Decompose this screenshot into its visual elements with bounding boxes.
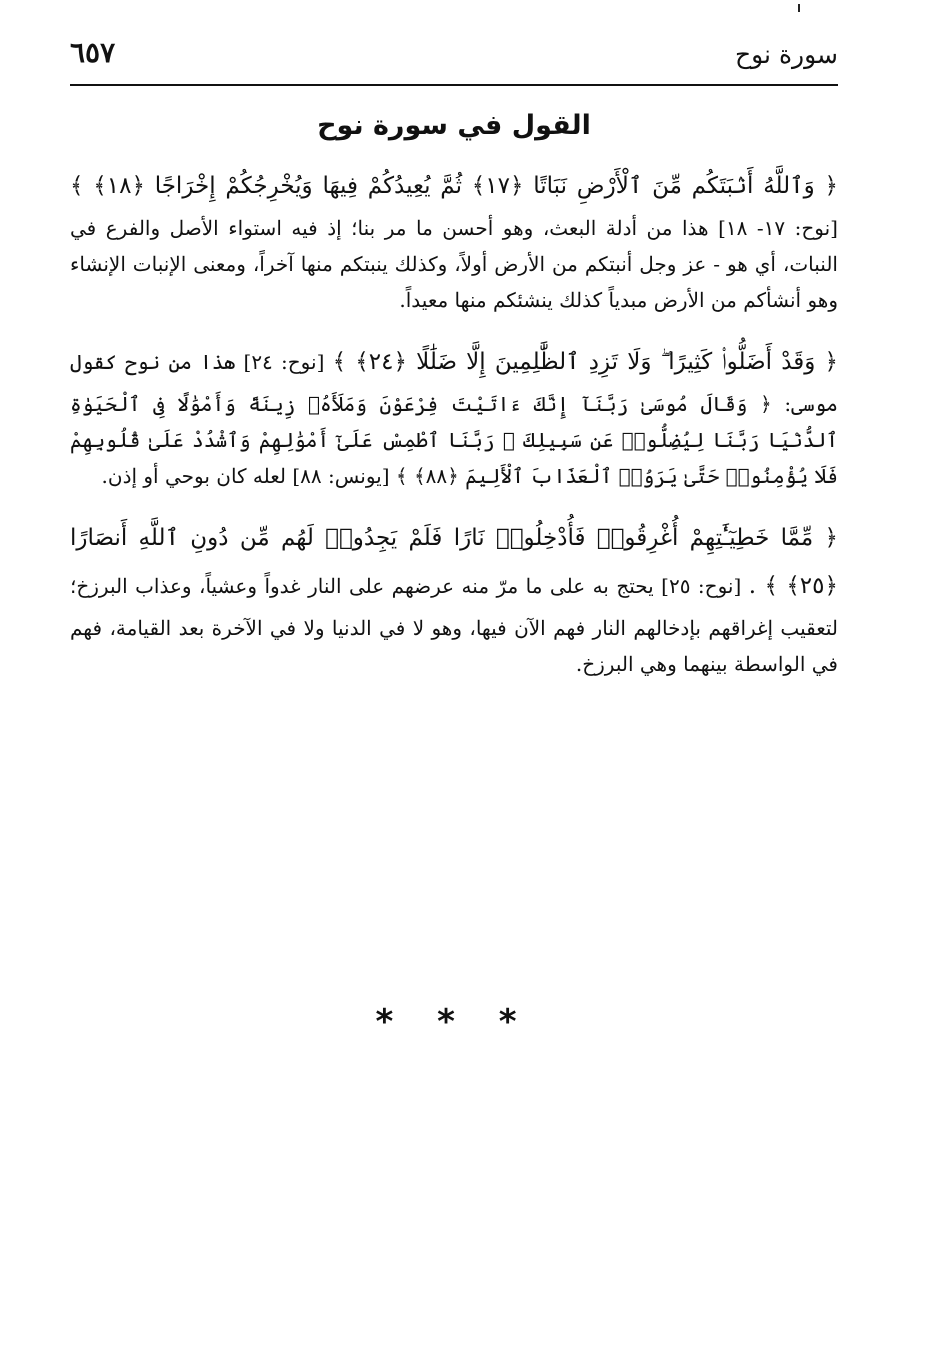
quran-verse: ﴿ مِّمَّا خَطِيٓـَٰٔتِهِمْ أُغْرِقُوا۟ فَأُدْخِلُوا۟ نَارًا فَلَمْ يَجِدُوا۟ لَهُم مِّن دُونِ ٱللَّهِ أَنصَارًا ﴿٢٥﴾ ﴾ . — [70, 525, 838, 599]
paragraph-3 — [70, 514, 838, 682]
quran-verse: ﴿ وَٱللَّهُ أَنۢبَتَكُم مِّنَ ٱلْأَرْضِ نَبَاتًا ﴿١٧﴾ ثُمَّ يُعِيدُكُمْ فِيهَا وَيُخْرِجُكُمْ إِخْرَاجًا ﴿١٨﴾ ﴾ — [70, 173, 838, 199]
header-rule — [70, 84, 838, 86]
surah-name: سورة نوح — [735, 40, 838, 69]
commentary-body — [70, 162, 838, 702]
quran-verse: ﴿ وَقَدْ أَضَلُّوا۟ كَثِيرًا ۖ وَلَا تَزِدِ ٱلظَّٰلِمِينَ إِلَّا ضَلَٰلًا ﴿٢٤﴾ ﴾ — [332, 349, 839, 375]
section-divider: * * * — [375, 1002, 533, 1042]
commentary-text: [نوح: ٢٤] هذا من نوح كقول موسى: ﴿ وَقَالَ مُوسَىٰ رَبَّنَآ إِنَّكَ ءَاتَيْتَ فِرْعَوْنَ وَمَلَأَهُۥ زِينَةً وَأَمْوَٰلًا فِى ٱلْحَيَوٰةِ ٱلدُّنْيَا رَبَّنَا لِيُضِلُّوا۟ عَن سَبِيلِكَ ۖ رَبَّنَا ٱطْمِسْ عَلَىٰٓ أَمْوَٰلِهِمْ وَٱشْدُدْ عَلَىٰ قُلُوبِهِمْ فَلَا يُؤْمِنُوا۟ حَتَّىٰ يَرَوُا۟ ٱلْعَذَابَ ٱلْأَلِيمَ ﴿٨٨﴾ ﴾ [يونس: ٨٨] لعله كان بوحي أو إذن. — [70, 350, 838, 488]
page-edge-mark — [798, 4, 800, 12]
page-number: ٦٥٧ — [70, 36, 116, 69]
chapter-title: القول في سورة نوح — [317, 110, 591, 141]
commentary-text: [نوح: ٢٥] يحتج به على ما مرّ منه عرضهم على النار غدواً وعشياً، وعذاب البرزخ؛ لتعقيب إغراقهم بإدخالهم النار فهم الآن فيها، وهو لا في الدنيا ولا في الآخرة بعد القيامة، فهم في الواسطة بينهما وهي البرزخ. — [70, 574, 838, 676]
commentary-text: [نوح: ١٧- ١٨] هذا من أدلة البعث، وهو أحسن ما مر بنا؛ إذ فيه استواء الأصل والفرع في النبات، أي هو - عز وجل أنبتكم من الأرض أولاً، وكذلك ينبتكم منها آخراً، ومعنى الإنبات الإنشاء وهو أنشأكم من الأرض مبدياً كذلك ينشئكم منها معيداً. — [70, 216, 838, 312]
running-header — [70, 30, 838, 80]
paragraph-2 — [70, 338, 838, 494]
paragraph-1 — [70, 162, 838, 318]
